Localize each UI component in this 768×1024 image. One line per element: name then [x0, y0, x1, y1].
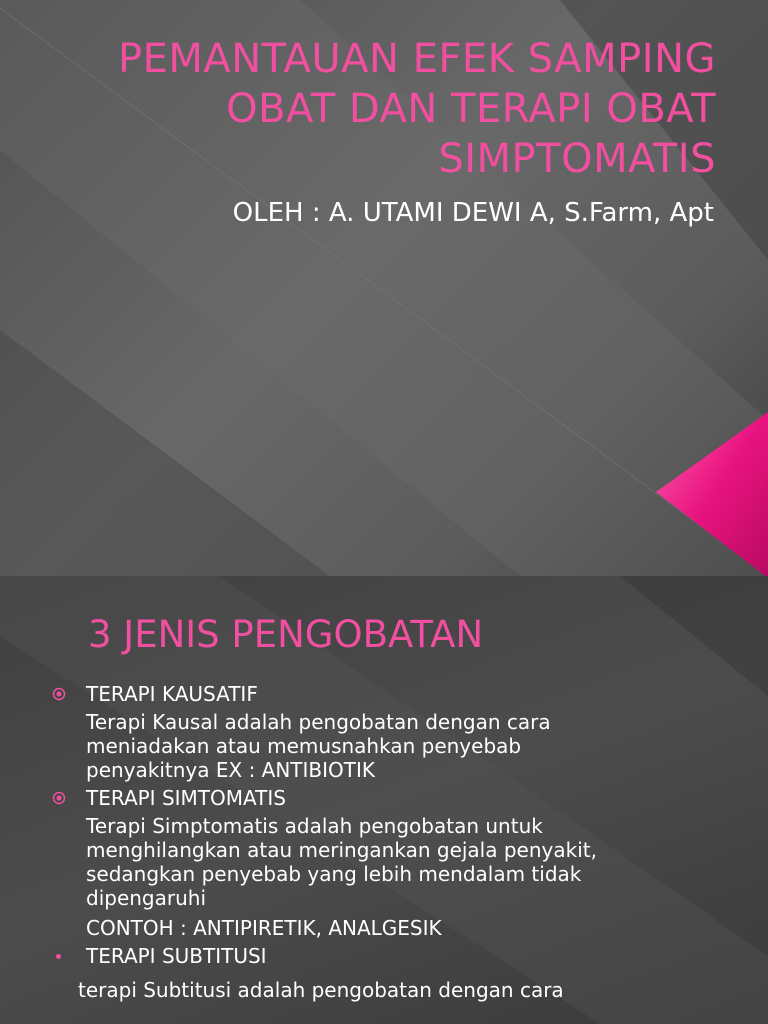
description-line: terapi Subtitusi adalah pengobatan dengan cara: [78, 978, 564, 1002]
description-line: sedangkan penyebab yang lebih mendalam tidak: [86, 862, 582, 886]
list-item: [0, 682, 768, 706]
description-line: penyakitnya EX : ANTIBIOTIK: [86, 758, 376, 782]
title-line-2: OBAT DAN TERAPI OBAT: [226, 86, 716, 132]
item-description: [0, 814, 768, 910]
list-item: [0, 786, 768, 810]
description-line: menghilangkan atau meringankan gejala penyakit,: [86, 838, 597, 862]
title-line-3: SIMPTOMATIS: [438, 136, 716, 182]
circled-dot-icon: [52, 687, 66, 701]
list-item: [0, 944, 768, 968]
pink-arrow-icon: [656, 412, 768, 576]
slide-title: 3 JENIS PENGOBATAN: [88, 613, 484, 656]
circled-dot-icon: [52, 791, 66, 805]
description-line: Terapi Simptomatis adalah pengobatan untuk: [86, 814, 543, 838]
content-slide: [0, 576, 768, 1024]
item-heading: TERAPI SIMTOMATIS: [86, 786, 286, 810]
description-line: dipengaruhi: [86, 886, 207, 910]
description-line: Terapi Kausal adalah pengobatan dengan cara: [86, 710, 551, 734]
small-dot-icon: [56, 954, 61, 959]
slide-subtitle: OLEH : A. UTAMI DEWI A, S.Farm, Apt: [232, 198, 714, 228]
item-description: [0, 710, 768, 782]
item-heading: TERAPI SUBTITUSI: [86, 944, 267, 968]
description-line: meniadakan atau memusnahkan penyebab: [86, 734, 522, 758]
slide-title: [36, 34, 716, 184]
title-line-1: PEMANTAUAN EFEK SAMPING: [117, 36, 716, 82]
item-example: CONTOH : ANTIPIRETIK, ANALGESIK: [86, 916, 442, 940]
slide-body: [0, 682, 768, 1002]
item-description: [0, 978, 768, 1002]
item-heading: TERAPI KAUSATIF: [86, 682, 258, 706]
